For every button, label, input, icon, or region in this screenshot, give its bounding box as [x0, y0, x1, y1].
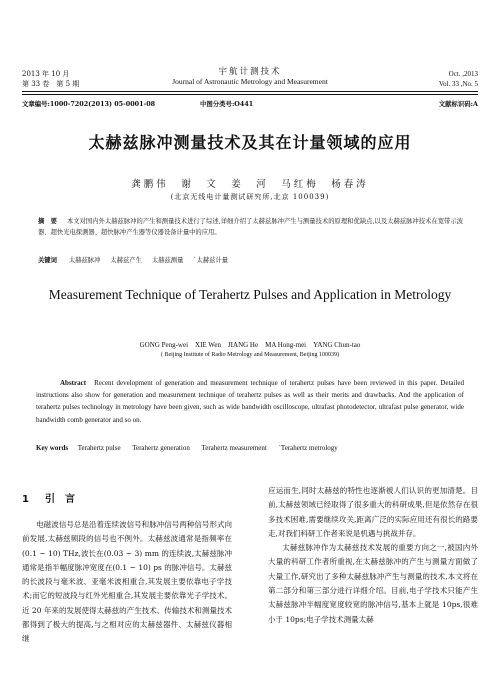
affiliation-cn: (北京无线电计量测试研究所,北京 100039): [170, 193, 330, 201]
header-rule-bottom: [22, 94, 478, 95]
section-heading-introduction: [22, 490, 75, 505]
authors-en: GONG Peng-wei XIE Wen JIANG He MA Hong-mei YANG Chun-tao: [139, 341, 361, 349]
section-number: 1: [22, 494, 29, 505]
abstract-en: [36, 377, 464, 426]
paper-title-en: Measurement Technique of Terahertz Pulses and Application in Metrology: [48, 287, 452, 302]
document-code: 文献标识码:A: [438, 100, 478, 108]
journal-name-en: Journal of Astronautic Metrology and Measurement: [172, 77, 328, 86]
journal-name-cn: 宇航计测技术: [218, 67, 282, 77]
affiliation-en: ( Beijing Institute of Radio Metrology and Measurement, Beijing 100039): [161, 352, 339, 358]
body-paragraph: 应运而生,同时太赫兹的特性也逐渐被人们认识的更加清楚。目前,太赫兹领域已经取得了很多重大的科研成果,但是依然存在很多技术困难,需要继续攻关,距离广泛的实际应用还有很长的路要走,对我们科研工作者来说是机遇与挑战并存。: [268, 486, 478, 538]
keyword-cn-item: 太赫兹测量: [151, 257, 184, 264]
keywords-en-label: Key words: [36, 444, 69, 452]
keyword-en-item: Terahertz measurement: [201, 444, 267, 452]
article-number: 文章编号:1000-7202(2013) 05-0001-08: [22, 100, 156, 108]
keywords-en: [36, 444, 468, 452]
keyword-cn-item: 太赫兹产生: [110, 257, 142, 264]
body-column-right: [268, 484, 478, 627]
header-left: [22, 69, 79, 89]
keywords-cn-label: 关键词: [38, 257, 57, 264]
body-paragraph: 电磁波信号总是沿着连续波信号和脉冲信号两种信号形式向前发展,太赫兹频段的信号也不例外。太赫兹波通常是指频率在(0.1 ~ 10) THz,波长在(0.03 ~ 3) mm 的连续波,太赫兹脉冲通常是指半幅度脉冲宽度在(0.1 ~ 10) ps 的脉冲信号。太赫兹的长波段与毫米波、亚毫米波相重合,其发展主要依靠电子学技术;而它的短波段与红外光相重合,其发展主要依靠光子学技术。近 20 年来的发展使得太赫兹的产生技术、传输技术和测量技术都得到了极大的提高,与之相对应的太赫兹器件、太赫兹仪器相继: [22, 520, 232, 644]
body-column-left: [22, 518, 232, 647]
authors-cn: 龚鹏伟 谢 文 姜 河 马红梅 杨春涛: [131, 179, 369, 190]
header-volume-en: Vol. 33 ,No. 5: [438, 80, 478, 88]
keywords-cn: [38, 256, 463, 266]
header-center: [130, 67, 370, 87]
abstract-cn: [38, 216, 463, 238]
paper-title-cn: 太赫兹脉冲测量技术及其在计量领域的应用: [88, 133, 412, 152]
abstract-cn-label: 摘 要: [38, 218, 57, 225]
keyword-en-item: Terahertz generation: [132, 444, 190, 452]
section-title: 引 言: [44, 494, 75, 505]
abstract-en-text: Recent development of generation and measurement technique of terahertz pulses have been reviewed in this paper. Detailed instructions also show for generation and measurement technique of terahertz pulses as well as their merits and drawbacks. And the application of terahertz pulses technology in metrology have been given, such as wide bandwidth oscilloscope, ultrafast photodetector, ultrafast pulse generator, wide bandwidth comb generator and so on.: [36, 379, 464, 424]
header-rule-top: [22, 91, 478, 92]
clc-number: 中图分类号:O441: [200, 100, 254, 108]
keyword-cn-item: 太赫兹脉冲: [68, 257, 101, 264]
keyword-en-item: Terahertz pulse: [77, 444, 121, 452]
header-volume-cn: 第 33 卷 第 5 期: [22, 80, 80, 88]
body-paragraph: 太赫兹脉冲作为太赫兹技术发展的重要方向之一,被国内外大量的科研工作者所重视,在太赫兹脉冲的产生与测量方面做了大量工作,研究出了多种太赫兹脉冲产生与测量的技术,本文将在第二部分和第三部分进行详细介绍。目前,电子学技术只能产生太赫兹脉冲半幅度宽度较宽的脉冲信号,基本上就是 10ps,很难小于 10ps;电子学技术测量太赫: [268, 543, 478, 624]
keyword-cn-item: `太赫兹计量: [193, 257, 229, 264]
header-right: [439, 69, 478, 89]
header-date-en: Oct. ,2013: [448, 70, 478, 78]
keyword-en-item: `Terahertz metrology: [278, 444, 338, 452]
abstract-cn-text: 本文对国内外太赫兹脉冲的产生和测量技术进行了综述,详细介绍了太赫兹脉冲产生与测量技术的原理和优缺点,以及太赫兹脉冲技术在宽带示波器、超快光电探测器、超快脉冲产生器等仪器设备计量中的应用。: [38, 218, 463, 236]
abstract-en-label: Abstract: [60, 379, 87, 387]
header-date: 2013 年 10 月: [22, 70, 70, 78]
